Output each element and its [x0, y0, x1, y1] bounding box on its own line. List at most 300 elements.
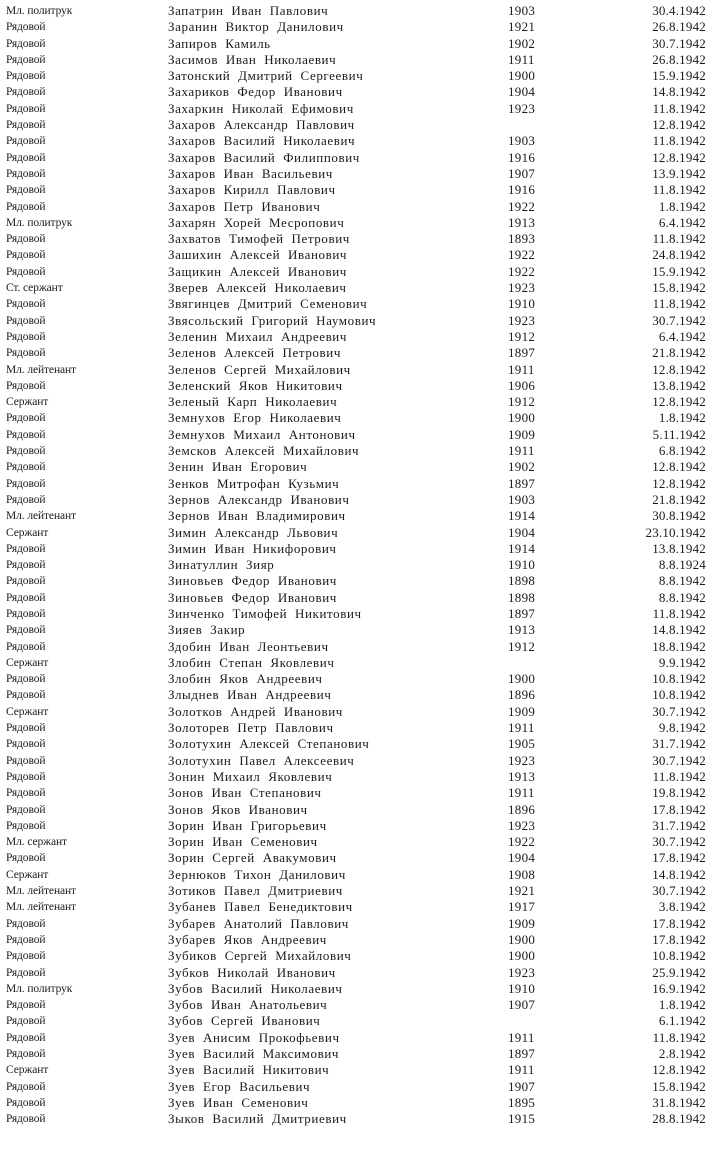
- birth-year-cell: 1903: [508, 3, 536, 18]
- date-cell: 19.8.1942: [652, 785, 706, 801]
- name-cell: Затонский Дмитрий Сергеевич: [168, 68, 364, 84]
- rank-cell: Рядовой: [6, 379, 46, 392]
- birth-year-cell: 1900: [508, 410, 536, 426]
- rank-cell: Сержант: [6, 396, 49, 409]
- list-row: [0, 687, 719, 703]
- name-cell: Зубарев Яков Андреевич: [168, 931, 327, 947]
- list-row: [0, 476, 719, 492]
- name-cell: Зонов Яков Иванович: [168, 801, 308, 817]
- birth-year-cell: 1915: [508, 1111, 536, 1127]
- list-row: [0, 166, 719, 182]
- date-cell: 31.7.1942: [652, 736, 706, 752]
- rank-cell: Рядовой: [6, 184, 46, 197]
- rank-cell: Рядовой: [6, 119, 46, 132]
- name-cell: Запиров Камиль: [168, 35, 271, 51]
- date-cell: 9.8.1942: [658, 720, 706, 736]
- birth-year-cell: 1923: [508, 312, 536, 328]
- name-cell: Захаров Василий Николаевич: [168, 133, 356, 149]
- date-cell: 11.8.1942: [652, 605, 706, 621]
- date-cell: 21.8.1942: [652, 491, 706, 507]
- list-row: [0, 704, 719, 720]
- birth-year-cell: 1912: [508, 328, 536, 344]
- birth-year-cell: 1896: [508, 801, 536, 817]
- birth-year-cell: 1923: [508, 964, 536, 980]
- list-row: [0, 508, 719, 524]
- name-cell: Зубарев Анатолий Павлович: [168, 915, 349, 931]
- rank-cell: Рядовой: [6, 770, 46, 783]
- list-row: [0, 557, 719, 573]
- name-cell: Земнухов Михаил Антонович: [168, 426, 356, 442]
- rank-cell: Мл. лейтенант: [6, 901, 76, 914]
- date-cell: 1.8.1942: [658, 997, 706, 1013]
- date-cell: 12.8.1942: [652, 361, 706, 377]
- list-row: [0, 671, 719, 687]
- list-row: [0, 199, 719, 215]
- list-row: [0, 247, 719, 263]
- name-cell: Зернов Иван Владимирович: [168, 508, 346, 524]
- name-cell: Зеленов Алексей Петрович: [168, 345, 341, 361]
- name-cell: Заранин Виктор Данилович: [168, 19, 344, 35]
- name-cell: Зубов Иван Анатольевич: [168, 997, 328, 1013]
- rank-cell: Рядовой: [6, 151, 46, 164]
- list-row: [0, 916, 719, 932]
- rank-cell: Рядовой: [6, 200, 46, 213]
- list-row: [0, 150, 719, 166]
- list-row: [0, 785, 719, 801]
- name-cell: Зимин Александр Львович: [168, 524, 339, 540]
- list-row: [0, 459, 719, 475]
- name-cell: Зеленский Яков Никитович: [168, 377, 343, 393]
- name-cell: Здобин Иван Леонтьевич: [168, 638, 329, 654]
- list-row: [0, 639, 719, 655]
- birth-year-cell: 1911: [508, 443, 535, 459]
- birth-year-cell: 1906: [508, 377, 536, 393]
- date-cell: 18.8.1942: [652, 638, 706, 654]
- name-cell: Зыков Василий Дмитриевич: [168, 1111, 347, 1127]
- name-cell: Зернюков Тихон Данилович: [168, 866, 346, 882]
- list-row: [0, 736, 719, 752]
- birth-year-cell: 1914: [508, 508, 536, 524]
- birth-year-cell: 1903: [508, 491, 536, 507]
- name-cell: Зубов Сергей Иванович: [168, 1013, 321, 1029]
- rank-cell: Рядовой: [6, 966, 46, 979]
- rank-cell: Рядовой: [6, 53, 46, 66]
- list-row: [0, 280, 719, 296]
- list-row: [0, 981, 719, 997]
- birth-year-cell: 1912: [508, 638, 536, 654]
- rank-cell: Сержант: [6, 656, 49, 669]
- list-row: [0, 573, 719, 589]
- name-cell: Зонов Иван Степанович: [168, 785, 322, 801]
- birth-year-cell: 1896: [508, 687, 536, 703]
- rank-cell: Рядовой: [6, 575, 46, 588]
- birth-year-cell: 1893: [508, 231, 536, 247]
- rank-cell: Рядовой: [6, 950, 46, 963]
- name-cell: Зеленов Сергей Михайлович: [168, 361, 351, 377]
- list-row: [0, 3, 719, 19]
- date-cell: 28.8.1942: [652, 1111, 706, 1127]
- date-cell: 1.8.1942: [658, 410, 706, 426]
- rank-cell: Рядовой: [6, 1113, 46, 1126]
- name-cell: Захаров Василий Филиппович: [168, 149, 360, 165]
- rank-cell: Рядовой: [6, 265, 46, 278]
- list-row: [0, 802, 719, 818]
- date-cell: 11.8.1942: [652, 1029, 706, 1045]
- date-cell: 8.8.1924: [658, 557, 706, 573]
- name-cell: Зорин Сергей Авакумович: [168, 850, 337, 866]
- date-cell: 8.8.1942: [658, 573, 706, 589]
- birth-year-cell: 1922: [508, 198, 536, 214]
- list-row: [0, 753, 719, 769]
- date-cell: 30.7.1942: [652, 312, 706, 328]
- list-row: [0, 720, 719, 736]
- rank-cell: Рядовой: [6, 624, 46, 637]
- name-cell: Захаров Иван Васильевич: [168, 165, 333, 181]
- date-cell: 10.8.1942: [652, 948, 706, 964]
- rank-cell: Рядовой: [6, 754, 46, 767]
- name-cell: Зимин Иван Никифорович: [168, 540, 337, 556]
- rank-cell: Рядовой: [6, 330, 46, 343]
- name-cell: Захаров Александр Павлович: [168, 117, 355, 133]
- list-row: [0, 1062, 719, 1078]
- birth-year-cell: 1895: [508, 1094, 536, 1110]
- birth-year-cell: 1908: [508, 866, 536, 882]
- list-row: [0, 215, 719, 231]
- list-row: [0, 590, 719, 606]
- rank-cell: Рядовой: [6, 70, 46, 83]
- rank-cell: Сержант: [6, 868, 49, 881]
- date-cell: 12.8.1942: [652, 149, 706, 165]
- birth-year-cell: 1903: [508, 133, 536, 149]
- date-cell: 30.7.1942: [652, 834, 706, 850]
- list-row: [0, 1030, 719, 1046]
- date-cell: 12.8.1942: [652, 394, 706, 410]
- date-cell: 13.9.1942: [652, 165, 706, 181]
- list-row: [0, 68, 719, 84]
- name-cell: Зуев Иван Семенович: [168, 1094, 309, 1110]
- birth-year-cell: 1911: [508, 51, 535, 67]
- list-row: [0, 965, 719, 981]
- rank-cell: Рядовой: [6, 347, 46, 360]
- name-cell: Зеленин Михаил Андреевич: [168, 328, 348, 344]
- rank-cell: Сержант: [6, 1064, 49, 1077]
- list-row: [0, 834, 719, 850]
- birth-year-cell: 1902: [508, 35, 536, 51]
- name-cell: Зинченко Тимофей Никитович: [168, 605, 362, 621]
- name-cell: Золотухин Алексей Степанович: [168, 736, 370, 752]
- name-cell: Зубов Василий Николаевич: [168, 980, 343, 996]
- name-cell: Земнухов Егор Николаевич: [168, 410, 342, 426]
- name-cell: Зенин Иван Егорович: [168, 459, 308, 475]
- birth-year-cell: 1907: [508, 165, 536, 181]
- name-cell: Запатрин Иван Павлович: [168, 3, 329, 18]
- birth-year-cell: 1910: [508, 980, 536, 996]
- birth-year-cell: 1910: [508, 557, 536, 573]
- birth-year-cell: 1897: [508, 475, 536, 491]
- name-cell: Захарян Хорей Месропович: [168, 214, 345, 230]
- name-cell: Зуев Егор Васильевич: [168, 1078, 311, 1094]
- rank-cell: Рядовой: [6, 591, 46, 604]
- date-cell: 11.8.1942: [652, 768, 706, 784]
- date-cell: 11.8.1942: [652, 133, 706, 149]
- list-row: [0, 264, 719, 280]
- birth-year-cell: 1911: [508, 361, 535, 377]
- birth-year-cell: 1900: [508, 931, 536, 947]
- date-cell: 30.4.1942: [652, 3, 706, 18]
- rank-cell: Мл. политрук: [6, 5, 73, 17]
- list-row: [0, 296, 719, 312]
- name-cell: Захариков Федор Иванович: [168, 84, 343, 100]
- rank-cell: Рядовой: [6, 21, 46, 34]
- date-cell: 16.9.1942: [652, 980, 706, 996]
- birth-year-cell: 1921: [508, 19, 536, 35]
- date-cell: 23.10.1942: [645, 524, 706, 540]
- list-row: [0, 410, 719, 426]
- list-row: [0, 313, 719, 329]
- birth-year-cell: 1904: [508, 84, 536, 100]
- list-row: [0, 948, 719, 964]
- rank-cell: Рядовой: [6, 559, 46, 572]
- list-row: [0, 492, 719, 508]
- list-row: [0, 19, 719, 35]
- name-cell: Зотиков Павел Дмитриевич: [168, 883, 343, 899]
- list-row: [0, 1111, 719, 1127]
- list-row: [0, 541, 719, 557]
- date-cell: 31.8.1942: [652, 1094, 706, 1110]
- birth-year-cell: 1900: [508, 68, 536, 84]
- name-cell: Злобин Степан Яковлевич: [168, 654, 335, 670]
- name-cell: Зеленый Карп Николаевич: [168, 394, 338, 410]
- birth-year-cell: 1913: [508, 214, 536, 230]
- name-cell: Звясольский Григорий Наумович: [168, 312, 377, 328]
- rank-cell: Рядовой: [6, 167, 46, 180]
- date-cell: 6.4.1942: [658, 328, 706, 344]
- date-cell: 14.8.1942: [652, 622, 706, 638]
- birth-year-cell: 1921: [508, 883, 536, 899]
- rank-cell: Мл. лейтенант: [6, 363, 76, 376]
- name-cell: Зияев Закир: [168, 622, 246, 638]
- name-cell: Зуев Анисим Прокофьевич: [168, 1029, 340, 1045]
- birth-year-cell: 1923: [508, 280, 536, 296]
- date-cell: 30.7.1942: [652, 703, 706, 719]
- date-cell: 30.8.1942: [652, 508, 706, 524]
- date-cell: 12.8.1942: [652, 475, 706, 491]
- rank-cell: Рядовой: [6, 722, 46, 735]
- rank-cell: Мл. политрук: [6, 982, 73, 995]
- birth-year-cell: 1916: [508, 149, 536, 165]
- rank-cell: Рядовой: [6, 607, 46, 620]
- list-row: [0, 622, 719, 638]
- rank-cell: Рядовой: [6, 852, 46, 865]
- name-cell: Зубков Николай Иванович: [168, 964, 336, 980]
- name-cell: Захаркин Николай Ефимович: [168, 100, 354, 116]
- list-row: [0, 52, 719, 68]
- casualty-list: [0, 3, 719, 1127]
- name-cell: Злобин Яков Андреевич: [168, 671, 323, 687]
- name-cell: Золоторев Петр Павлович: [168, 720, 334, 736]
- rank-cell: Мл. лейтенант: [6, 885, 76, 898]
- rank-cell: Рядовой: [6, 1048, 46, 1060]
- birth-year-cell: 1911: [508, 785, 535, 801]
- birth-year-cell: 1909: [508, 703, 536, 719]
- rank-cell: Рядовой: [6, 233, 46, 246]
- name-cell: Золотухин Павел Алексеевич: [168, 752, 355, 768]
- rank-cell: Рядовой: [6, 298, 46, 311]
- birth-year-cell: 1907: [508, 997, 536, 1013]
- rank-cell: Рядовой: [6, 445, 46, 458]
- date-cell: 11.8.1942: [652, 182, 706, 198]
- birth-year-cell: 1910: [508, 296, 536, 312]
- date-cell: 11.8.1942: [652, 231, 706, 247]
- name-cell: Зашихин Алексей Иванович: [168, 247, 348, 263]
- birth-year-cell: 1911: [508, 1062, 535, 1078]
- name-cell: Звягинцев Дмитрий Семенович: [168, 296, 368, 312]
- rank-cell: Мл. сержант: [6, 836, 67, 849]
- name-cell: Засимов Иван Николаевич: [168, 51, 337, 67]
- date-cell: 10.8.1942: [652, 687, 706, 703]
- rank-cell: Рядовой: [6, 428, 46, 441]
- name-cell: Защикин Алексей Иванович: [168, 263, 347, 279]
- birth-year-cell: 1909: [508, 426, 536, 442]
- list-row: [0, 427, 719, 443]
- birth-year-cell: 1923: [508, 752, 536, 768]
- date-cell: 15.9.1942: [652, 68, 706, 84]
- rank-cell: Рядовой: [6, 37, 46, 50]
- list-row: [0, 1046, 719, 1062]
- rank-cell: Рядовой: [6, 86, 46, 99]
- rank-cell: Рядовой: [6, 917, 46, 930]
- birth-year-cell: 1904: [508, 524, 536, 540]
- birth-year-cell: 1907: [508, 1078, 536, 1094]
- list-row: [0, 36, 719, 52]
- rank-cell: Рядовой: [6, 640, 46, 653]
- name-cell: Захаров Петр Иванович: [168, 198, 321, 214]
- rank-cell: Рядовой: [6, 689, 46, 702]
- date-cell: 13.8.1942: [652, 540, 706, 556]
- list-row: [0, 769, 719, 785]
- date-cell: 30.7.1942: [652, 883, 706, 899]
- date-cell: 6.4.1942: [658, 214, 706, 230]
- birth-year-cell: 1897: [508, 345, 536, 361]
- list-row: [0, 818, 719, 834]
- birth-year-cell: 1900: [508, 948, 536, 964]
- rank-cell: Мл. лейтенант: [6, 510, 76, 523]
- name-cell: Зенков Митрофан Кузьмич: [168, 475, 340, 491]
- list-row: [0, 182, 719, 198]
- birth-year-cell: 1904: [508, 850, 536, 866]
- rank-cell: Рядовой: [6, 1031, 46, 1044]
- birth-year-cell: 1916: [508, 182, 536, 198]
- date-cell: 10.8.1942: [652, 671, 706, 687]
- list-row: [0, 345, 719, 361]
- name-cell: Золотков Андрей Иванович: [168, 703, 343, 719]
- date-cell: 5.11.1942: [652, 426, 706, 442]
- rank-cell: Рядовой: [6, 477, 46, 490]
- rank-cell: Рядовой: [6, 1096, 46, 1109]
- list-row: [0, 867, 719, 883]
- birth-year-cell: 1911: [508, 720, 535, 736]
- birth-year-cell: 1917: [508, 899, 536, 915]
- birth-year-cell: 1922: [508, 247, 536, 263]
- name-cell: Зорин Иван Григорьевич: [168, 817, 327, 833]
- list-row: [0, 1095, 719, 1111]
- rank-cell: Рядовой: [6, 102, 46, 115]
- birth-year-cell: 1923: [508, 100, 536, 116]
- birth-year-cell: 1913: [508, 622, 536, 638]
- birth-year-cell: 1909: [508, 915, 536, 931]
- rank-cell: Рядовой: [6, 999, 46, 1012]
- rank-cell: Рядовой: [6, 738, 46, 751]
- date-cell: 1.8.1942: [658, 198, 706, 214]
- date-cell: 12.8.1942: [652, 459, 706, 475]
- rank-cell: Рядовой: [6, 819, 46, 832]
- birth-year-cell: 1898: [508, 573, 536, 589]
- rank-cell: Рядовой: [6, 542, 46, 555]
- date-cell: 26.8.1942: [652, 51, 706, 67]
- birth-year-cell: 1902: [508, 459, 536, 475]
- name-cell: Зуев Василий Максимович: [168, 1046, 340, 1061]
- rank-cell: Рядовой: [6, 135, 46, 148]
- date-cell: 13.8.1942: [652, 377, 706, 393]
- rank-cell: Рядовой: [6, 933, 46, 946]
- date-cell: 9.9.1942: [658, 654, 706, 670]
- date-cell: 26.8.1942: [652, 19, 706, 35]
- rank-cell: Сержант: [6, 526, 49, 539]
- date-cell: 15.9.1942: [652, 263, 706, 279]
- birth-year-cell: 1923: [508, 817, 536, 833]
- birth-year-cell: 1913: [508, 768, 536, 784]
- date-cell: 8.8.1942: [658, 589, 706, 605]
- date-cell: 31.7.1942: [652, 817, 706, 833]
- name-cell: Зернов Александр Иванович: [168, 491, 350, 507]
- birth-year-cell: 1911: [508, 1029, 535, 1045]
- rank-cell: Рядовой: [6, 787, 46, 800]
- date-cell: 30.7.1942: [652, 35, 706, 51]
- date-cell: 2.8.1942: [658, 1046, 706, 1061]
- list-row: [0, 606, 719, 622]
- rank-cell: Сержант: [6, 705, 49, 718]
- list-row: [0, 84, 719, 100]
- rank-cell: Рядовой: [6, 461, 46, 474]
- list-row: [0, 378, 719, 394]
- list-row: [0, 394, 719, 410]
- list-row: [0, 443, 719, 459]
- date-cell: 11.8.1942: [652, 296, 706, 312]
- list-row: [0, 1013, 719, 1029]
- date-cell: 15.8.1942: [652, 1078, 706, 1094]
- name-cell: Зорин Иван Семенович: [168, 834, 318, 850]
- birth-year-cell: 1914: [508, 540, 536, 556]
- name-cell: Зиновьев Федор Иванович: [168, 589, 337, 605]
- rank-cell: Рядовой: [6, 803, 46, 816]
- list-row: [0, 655, 719, 671]
- rank-cell: Рядовой: [6, 673, 46, 686]
- date-cell: 25.9.1942: [652, 964, 706, 980]
- date-cell: 30.7.1942: [652, 752, 706, 768]
- list-row: [0, 117, 719, 133]
- name-cell: Земсков Алексей Михайлович: [168, 443, 360, 459]
- birth-year-cell: 1900: [508, 671, 536, 687]
- date-cell: 11.8.1942: [652, 100, 706, 116]
- date-cell: 17.8.1942: [652, 801, 706, 817]
- list-row: [0, 133, 719, 149]
- name-cell: Захаров Кирилл Павлович: [168, 182, 336, 198]
- rank-cell: Рядовой: [6, 493, 46, 506]
- name-cell: Зверев Алексей Николаевич: [168, 280, 347, 296]
- date-cell: 24.8.1942: [652, 247, 706, 263]
- date-cell: 12.8.1942: [652, 1062, 706, 1078]
- list-row: [0, 525, 719, 541]
